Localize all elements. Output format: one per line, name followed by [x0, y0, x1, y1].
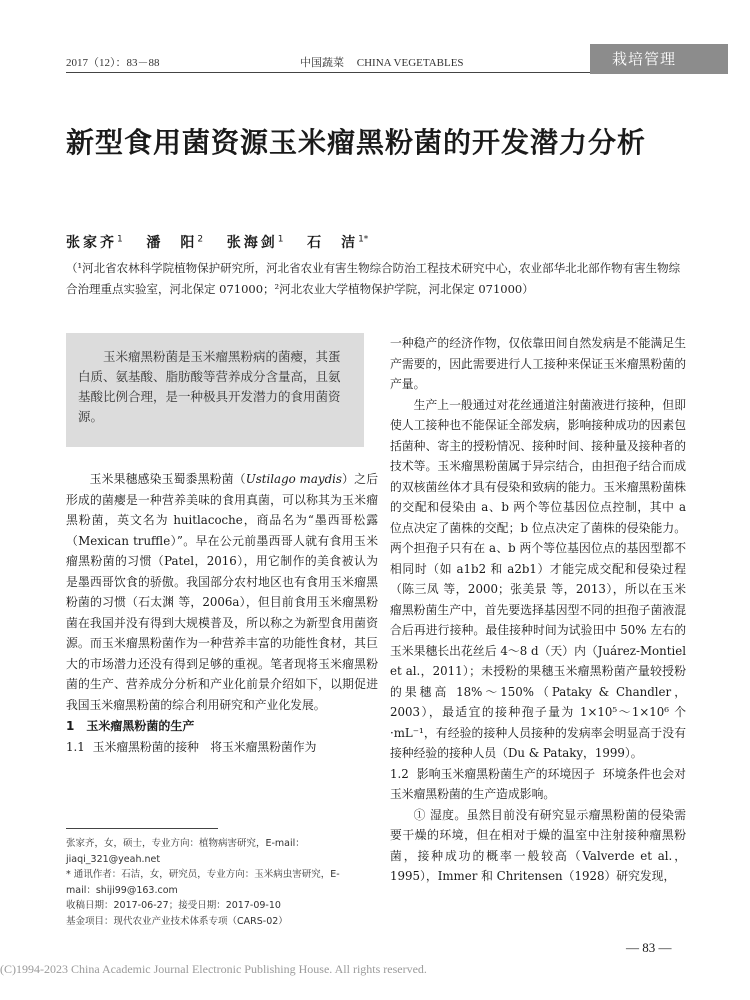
journal-name-en: CHINA VEGETABLES — [356, 57, 464, 69]
footnote-author: 张家齐，女，硕士，专业方向：植物病害研究，E-mail：jiaqi_321@yeah.net — [66, 838, 305, 865]
paragraph: ① 湿度。虽然目前没有研究显示瘤黑粉菌的侵染需要干燥的环境，但在相对于燥的温室中注射接种瘤黑粉菌，接种成功的概率一般较高（Valverde et al.，1995），Immer 和 Chritensen（1928）研究发现， — [390, 807, 686, 883]
subsection-number: 1.1 — [66, 740, 85, 754]
author-sup: 1 — [277, 234, 284, 245]
paragraph: 生产上一般通过对花丝通道注射菌液进行接种，但即使人工接种也不能保证全部发病，影响接种成功的因素包括菌种、寄主的授粉情况、接种时间、接种量及接种者的技术等。玉米瘤黑粉菌属于异宗结合，由担孢子结合而成的双核菌丝体才具有侵染和致病的能力。玉米瘤黑粉菌株的交配和侵染由 a、b 两个等位基因位点控制，其中 a 位点决定了菌株的交配；b 位点决定了菌株的侵染能力。两个担孢子只有在 a、b 两个等位基因位点的基因型都不相同时（如 a1b2 和 a2b1）才能完成交配和侵染过程（陈三凤 等，2000；张美景 等，2013），所以在玉米瘤黑粉菌生产中，首先要选择基因型不同的担孢子菌液混合后再进行接种。最佳接种时间为试验田中 50% 左右的玉米果穗长出花丝后 4～8 d（天）内（Juárez-Montiel et al.，2011）；未授粉的果穗玉米瘤黑粉菌产量较授粉的果穗高 18%～150%（Pataky & Chandler，2003），最适宜的接种孢子量为 1×10⁵～1×10⁶ 个·mL⁻¹，有经验的接种人员接种的发病率会明显高于没有接种经验的接种人员（Du & Pataky，1999）。 — [390, 397, 686, 760]
footnote-funding: 基金项目：现代农业产业技术体系专项（CARS-02） — [66, 915, 288, 927]
subsection-title: 玉米瘤黑粉菌的接种 — [92, 740, 199, 754]
footnote-dates: 收稿日期：2017-06-27；接受日期：2017-09-10 — [66, 900, 281, 911]
paper-title: 新型食用菌资源玉米瘤黑粉菌的开发潜力分析 — [66, 126, 647, 159]
abstract-box: 玉米瘤黑粉菌是玉米瘤黑粉病的菌瘿，其蛋白质、氨基酸、脂肪酸等营养成分含量高，且氨基酸比例合理，是一种极具开发潜力的食用菌资源。 — [66, 333, 364, 447]
journal-name-cn: 中国蔬菜 — [300, 57, 344, 69]
footnotes — [66, 836, 366, 929]
header-rule — [66, 72, 590, 73]
author-name: 张海剑 — [226, 235, 278, 251]
subsection-heading — [390, 764, 686, 805]
right-column — [390, 333, 686, 887]
citation-header: 2017（12）：83－88 — [66, 57, 160, 69]
author-list — [66, 232, 368, 252]
subsection-heading — [66, 737, 378, 758]
left-column — [66, 333, 378, 758]
intro-text-a: 玉米果穗感染玉蜀黍黑粉菌（ — [89, 472, 246, 486]
page-number: — 83 — — [626, 940, 672, 955]
author-name: 石 洁 — [307, 235, 359, 251]
intro-paragraph — [66, 469, 378, 715]
author-sup: 1 — [117, 234, 123, 245]
author-name: 张家齐 — [66, 235, 117, 251]
journal-header — [300, 54, 464, 70]
subsection-text: 将玉米瘤黑粉菌作为 — [210, 740, 317, 754]
affiliation: （¹河北省农林科学院植物保护研究所，河北省农业有害生物综合防治工程技术研究中心，农业部华北北部作物有害生物综合治理重点实验室，河北保定 071000；²河北农业大学植物保护学院，河北保定 071000） — [66, 261, 681, 296]
section-tab: 栽培管理 — [590, 44, 728, 74]
author-sup: 2 — [197, 234, 204, 245]
section-heading: 1 玉米瘤黑粉菌的生产 — [66, 719, 195, 733]
intro-text-b: ）之后形成的菌瘿是一种营养美味的食用真菌，可以称其为玉米瘤黑粉菌，英文名为 huitlacoche，商品名为“墨西哥松露（Mexican truffle）”。早在公元前墨西哥人就有食用玉米瘤黑粉菌的习惯（Patel，2016），用它制作的美食被认为是墨西哥饮食的骄傲。我国部分农村地区也有食用玉米瘤黑粉菌的习惯（石太渊 等，2006a），但目前食用玉米瘤黑粉菌在我国并没有得到大规模普及，所以称之为新型食用菌资源。而玉米瘤黑粉菌作为一种营养丰富的功能性食材，其巨大的市场潜力还没有得到足够的重视。笔者现将玉米瘤黑粉菌的生产、营养成分分析和产业化前景介绍如下，以期促进我国玉米瘤黑粉菌的综合利用研究和产业化发展。 — [66, 472, 378, 712]
author-name: 潘 阳 — [146, 235, 198, 251]
footnote-rule — [66, 828, 218, 829]
subsection-text: 环境条件也会对玉米瘤黑粉菌的生产造成影响。 — [390, 766, 686, 801]
author-sup: 1* — [358, 234, 369, 245]
copyright-notice: (C)1994-2023 China Academic Journal Electronic Publishing House. All rights reserved. — [0, 962, 427, 976]
paragraph: 一种稳产的经济作物，仅依靠田间自然发病是不能满足生产需要的，因此需要进行人工接种来保证玉米瘤黑粉菌的产量。 — [390, 336, 686, 391]
left-body — [66, 469, 378, 758]
footnote-corresponding: * 通讯作者：石洁，女，研究员，专业方向：玉米病虫害研究，E-mail：shiji99@163.com — [66, 869, 340, 896]
subsection-number: 1.2 — [390, 766, 409, 781]
species-name: Ustilago maydis — [245, 472, 342, 486]
subsection-title: 影响玉米瘤黑粉菌生产的环境因子 — [416, 766, 596, 781]
